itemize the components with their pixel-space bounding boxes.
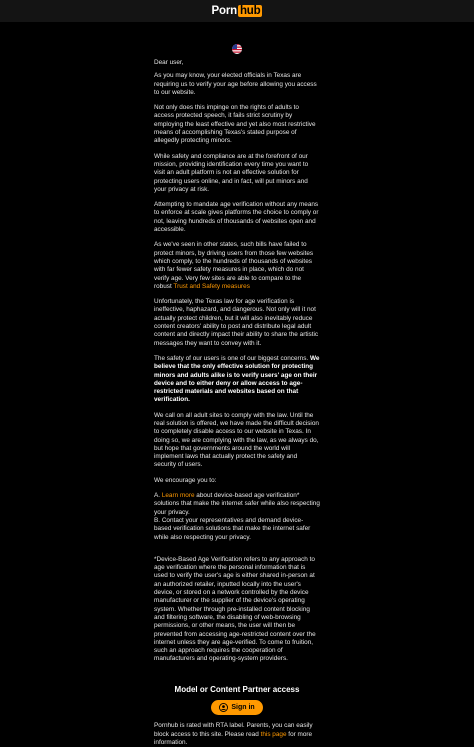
letter-paragraph-2: Not only does this impinge on the rights of adults to access protected speech, it fails strict scrutiny by employing the least effective and yet also most restrictive means of accomplishing Texas's stated purpose of allegedly protecting minors. — [154, 104, 316, 145]
footer-text — [154, 722, 320, 747]
letter-paragraph-8: We call on all adult sites to comply with the law. Until the real solution is offered, we have made the difficult decision to completely disable access to our website in Texas. In doing so, we are complying with the law, as we always do, but hope that governments around the world will implement laws that actually protect the safety and security of users. — [154, 411, 319, 469]
letter-paragraph-6: Unfortunately, the Texas law for age verification is ineffective, haphazard, and dangerous. Not only will it not actually protect children, but it will also inevitably reduce content creators' ability to post and distribute legal adult content and directly impact their ability to share the artistic messages they want to convey with it. — [154, 298, 319, 347]
spacer — [154, 542, 320, 556]
sign-in-button[interactable] — [211, 700, 262, 715]
footer-text-before: Pornhub is rated with RTA label. Parents, you can easily block access to this site. Please read — [154, 722, 313, 738]
letter-container — [154, 22, 320, 747]
paragraph-5-text: As we've seen in other states, such bills have failed to protect minors, by driving users from those few websites which comply, to the hundreds of thousands of websites with far fewer safety measures in place, which do not verify age. Very few sites are able to compare to the robust — [154, 241, 314, 290]
site-logo[interactable] — [212, 5, 263, 17]
footnote: *Device-Based Age Verification refers to any approach to age verification where the personal information that is used to verify the user's age is either shared in-person at an authorized retailer, inputted locally into the user's device, or stored on a network controlled by the device manufacturer or the supplier of the device's operating system. Whether through pre-installed content blocking and filtering software, the disabling of web-browsing permissions, or other means, the user will then be prevented from accessing age-restricted content over the internet unless they are age-verified. To come to fruition, such an approach requires the cooperation of manufacturers and operating-system providers. — [154, 555, 316, 663]
trust-and-safety-link[interactable]: Trust and Safety measures — [173, 282, 250, 290]
footer-text-after: for more information. — [154, 730, 313, 746]
list-a-prefix: A. — [154, 492, 162, 500]
logo-text-hub: hub — [239, 5, 261, 17]
list-b-text: B. Contact your representatives and demand device-based verification solutions that make the internet safer while also respecting your privacy. — [154, 516, 311, 541]
letter-paragraph-9: We encourage you to: — [154, 476, 217, 484]
paragraph-7-bold: We believe that the only effective solution for protecting minors and adults alike is to verify users' age on their device and to either deny or allow access to age-restricted materials and websites based on that verification. — [154, 354, 320, 404]
paragraph-7-text: The safety of our users is one of our biggest concerns. — [154, 354, 310, 362]
letter-paragraph-7 — [154, 355, 320, 405]
learn-more-link[interactable]: Learn more — [161, 492, 195, 500]
logo-text-porn: Porn — [211, 4, 237, 17]
this-page-link[interactable]: this page — [260, 730, 287, 738]
list-a-text: about device-based age verification* solutions that make the internet safer while also respecting your privacy. — [154, 492, 320, 516]
partner-access-title: Model or Content Partner access — [174, 684, 300, 694]
us-flag-icon — [232, 44, 242, 54]
sign-in-label: Sign in — [231, 704, 255, 711]
letter-paragraph-3: While safety and compliance are at the forefront of our mission, providing identification every time you want to visit an adult platform is not an effective solution for protecting users online, and in fact, will put minors and your privacy at risk. — [154, 152, 309, 193]
top-bar — [0, 0, 474, 22]
letter-paragraph-1: As you may know, your elected officials in Texas are requiring us to verify your age before allowing you access to our website. — [154, 72, 317, 96]
signin-wrap — [154, 700, 320, 715]
letter-greeting: Dear user, — [154, 59, 184, 66]
user-icon — [219, 703, 228, 712]
letter-paragraph-5 — [154, 241, 320, 291]
letter-paragraph-4: Attempting to mandate age verification without any means to enforce at scale gives platforms the choice to comply or not, leaving hundreds of thousands of websites open and accessible. — [154, 201, 319, 234]
encourage-list — [154, 492, 320, 542]
